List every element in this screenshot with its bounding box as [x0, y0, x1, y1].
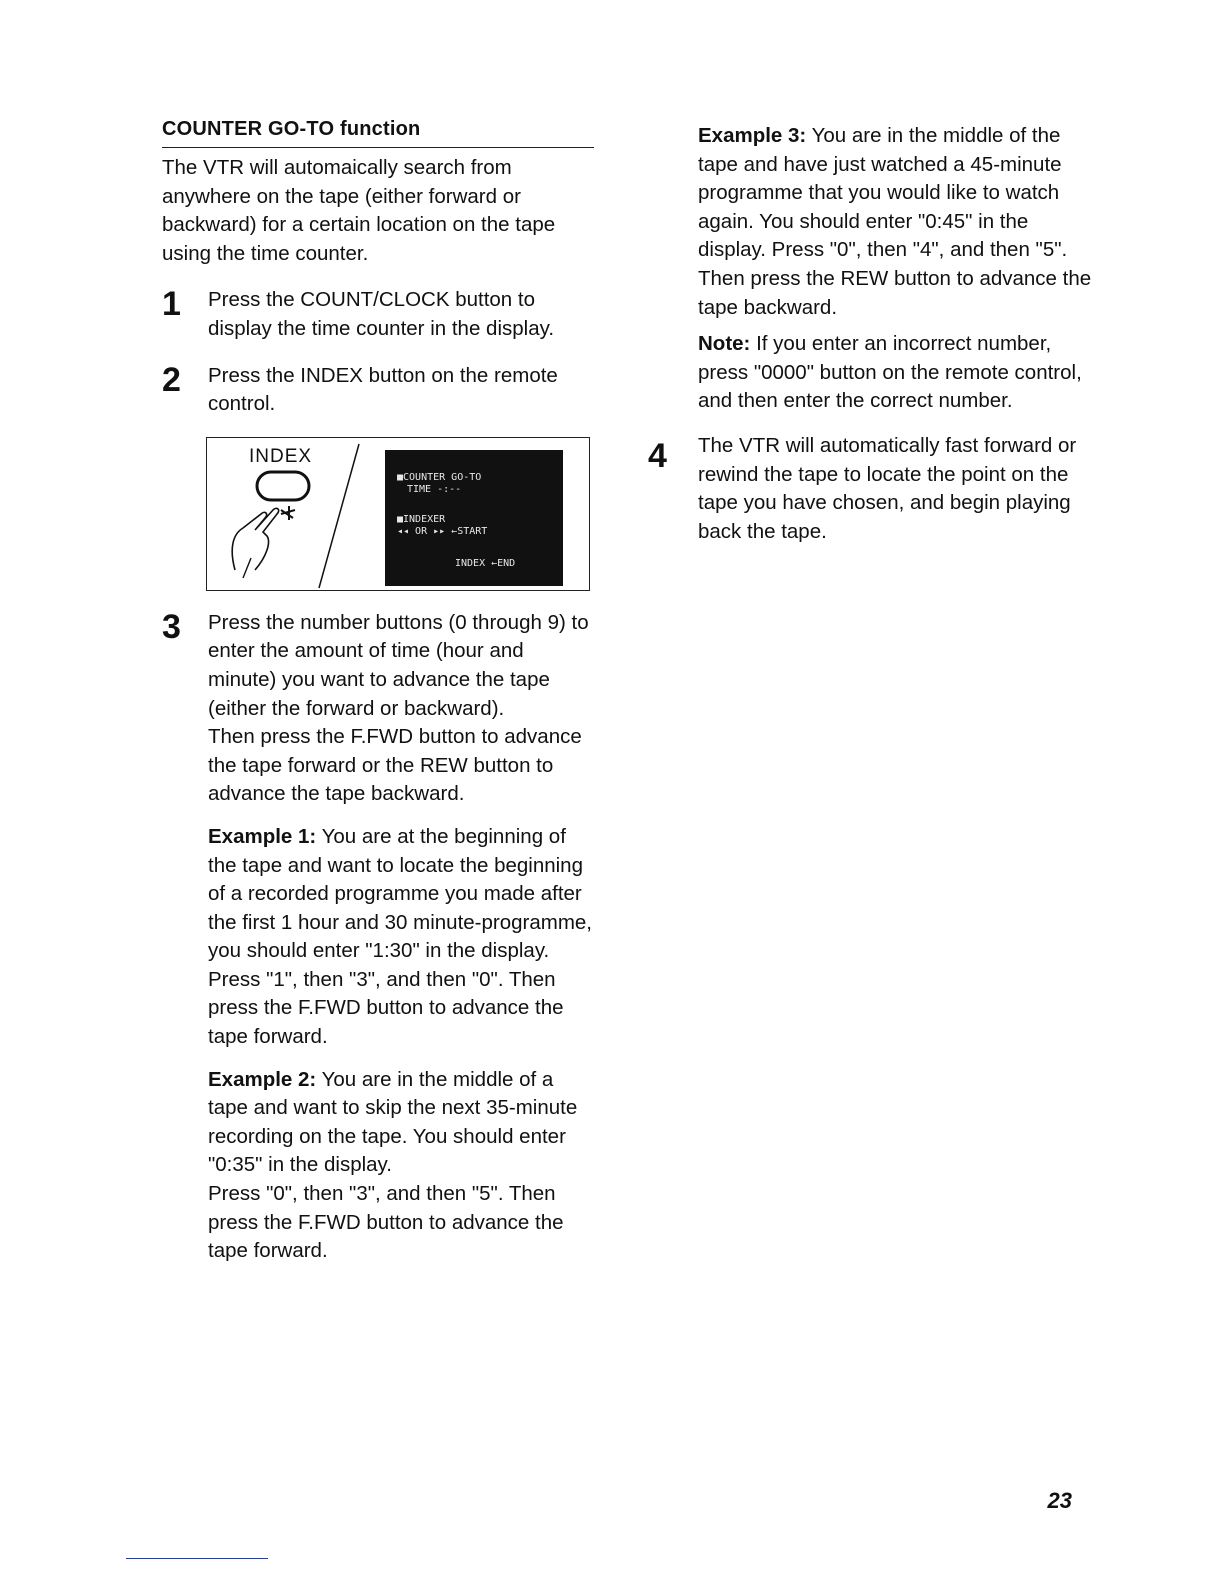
screen-line: ■COUNTER GO-TO	[397, 471, 482, 483]
step-number: 1	[162, 285, 181, 324]
note-label: Note:	[698, 332, 751, 356]
example-2	[208, 1066, 594, 1180]
step-number: 3	[162, 607, 181, 646]
example-label: Example 2:	[208, 1067, 317, 1091]
step-text: Press the INDEX button on the remote control.	[208, 363, 558, 416]
example-label: Example 1:	[208, 824, 317, 848]
left-column	[162, 118, 594, 1284]
example-1	[208, 823, 594, 1052]
example-3	[698, 122, 1098, 322]
footer-rule	[126, 1558, 268, 1559]
on-screen-display	[385, 450, 563, 586]
right-column	[648, 122, 1098, 564]
intro-paragraph: The VTR will automaically search from anywhere on the tape (either forward or backward) for a certain location on the tape using the time counter.	[162, 156, 556, 265]
index-button-label: INDEX	[249, 445, 313, 467]
step-4	[648, 432, 1098, 546]
screen-line: ◂◂ OR ▸▸ ←START	[397, 525, 488, 537]
step-1	[162, 286, 594, 343]
example-text: You are in the middle of the tape and have just watched a 45-minute programme that you would like to watch again. You should enter "0:45" in the display. Press "0", then "4", and then "5". Then press the REW button to advance the tape backward.	[698, 124, 1092, 319]
screen-line: ■INDEXER	[397, 513, 446, 525]
step-2	[162, 362, 594, 419]
step-text: Then press the F.FWD button to advance the tape forward or the REW button to advance the tape backward.	[208, 725, 582, 806]
example-text: You are in the middle of a tape and want to skip the next 35-minute recording on the tape. You should enter "0:35" in the display.	[208, 1067, 578, 1177]
screen-line: TIME -:--	[407, 483, 462, 495]
example-label: Example 3:	[698, 124, 807, 147]
example-text: Press "0", then "3", and then "5". Then press the F.FWD button to advance the tape forward.	[208, 1182, 564, 1263]
section-heading: COUNTER GO-TO function	[162, 118, 594, 148]
example-text: You are at the beginning of the tape and want to locate the beginning of a recorded programme you made after the first 1 hour and 30 minute-programme, you should enter "1:30" in the display. Press "1", then "3", and then "0". Then press the F.FWD button to advance the tape forward.	[208, 824, 592, 1049]
step-text: Press the COUNT/CLOCK button to display the time counter in the display.	[208, 288, 555, 340]
step-number: 2	[162, 360, 181, 399]
note-text: If you enter an incorrect number, press "0000" button on the remote control, and then enter the correct number.	[698, 332, 1082, 413]
step-text: Press the number buttons (0 through 9) to enter the amount of time (hour and minute) you want to advance the tape (either the forward or backward).	[208, 610, 589, 720]
step-text: The VTR will automatically fast forward or rewind the tape to locate the point on the tape you have chosen, and begin playing back the tape.	[698, 433, 1077, 543]
page-number: 23	[1047, 1488, 1072, 1513]
step-3	[162, 609, 594, 1266]
note	[698, 330, 1098, 416]
step-number: 4	[648, 436, 667, 475]
index-illustration	[206, 437, 590, 591]
screen-line: INDEX ←END	[455, 557, 516, 569]
